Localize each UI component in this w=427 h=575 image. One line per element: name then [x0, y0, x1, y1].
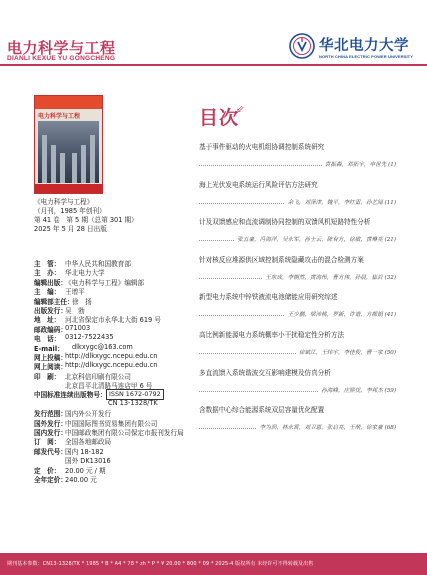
info-key: 邮发代号：: [34, 447, 67, 456]
info-value: 中国国际图书贸易集团有限公司: [65, 419, 158, 428]
info-value: 《电力科学与工程》编辑部: [65, 278, 145, 287]
article-authors: 张五豪，冯海洋，吴永军，孙士云，陈有方，徐敏，黄琳亮 (21): [234, 235, 396, 243]
article-title[interactable]: 新型电力系统中锌铁液流电池储能应用研究综述: [199, 293, 338, 302]
info-value[interactable]: dlkxygc@163.com: [72, 342, 133, 351]
meta-frequency: （月刊，1985 年创刊）: [34, 207, 106, 215]
university-name: 华北电力大学: [319, 37, 409, 54]
info-value: 全国各地邮政局: [65, 438, 112, 447]
info-key: 出版发行：: [34, 306, 67, 315]
info-key: 国外发行：: [34, 419, 67, 428]
info-value: 北京科信印刷有限公司: [65, 372, 131, 381]
article-authors: 李为润，林永霄，刘卫恩，张启亮，王萌，徐家豪 (68): [257, 423, 396, 431]
university-english-name: NORTH CHINA ELECTRIC POWER UNIVERSITY: [319, 54, 413, 59]
info-key: 发行范围：: [34, 410, 67, 419]
meta-date: 2025 年 5 月 28 日出版: [34, 225, 107, 233]
article-authors: 袁振森，邓拓宇，申世先 (1): [322, 160, 396, 168]
info-key: 主 管：: [34, 260, 61, 268]
cover-photo: [38, 121, 99, 183]
info-value: 徐 扬: [72, 297, 92, 306]
info-key: 主 办：: [34, 269, 61, 278]
article-authors: 孙海峰，庄熙忧，李邦杰 (59): [318, 386, 396, 394]
info-value: CN 13-1328/TK: [108, 398, 158, 407]
page-footer: [0, 553, 427, 575]
header-divider: [0, 64, 427, 66]
issue-meta: [34, 198, 138, 234]
info-value: 071003: [65, 323, 91, 332]
info-key: 编辑部主任：: [34, 297, 74, 306]
info-key: 地 址：: [34, 316, 61, 325]
cover-footer-band: [35, 184, 102, 193]
info-key: 主 编：: [34, 288, 61, 297]
article-authors: 余飞，刘泽津，魏平，李红雷，孙艺闻 (11): [285, 198, 396, 206]
info-key: 网上阅读：: [34, 363, 67, 372]
article-authors: 王少鹏，梁沛桃，罗新，许谐，方都娟 (41): [285, 310, 396, 318]
cover-title: 电力科学与工程: [38, 113, 81, 120]
info-value: 北京昌平北清路马连店甲 6 号: [65, 382, 153, 391]
info-key: 订 阅：: [34, 438, 61, 447]
article-title[interactable]: 含数据中心综合能源系统双层容量优化配置: [199, 406, 325, 415]
journal-pinyin: DIANLI KEXUE YU GONGCHENG: [7, 55, 116, 62]
info-value: 国外 DK13016: [65, 457, 111, 466]
info-value[interactable]: http://dlkxygc.ncepu.edu.cn: [65, 361, 158, 370]
page-header: [0, 0, 427, 73]
info-value: 240.00 元: [65, 475, 97, 484]
info-key: 中国标准连续出版物号：: [34, 391, 107, 400]
article-title[interactable]: 海上光伏发电系统运行风险评估方法研究: [199, 180, 318, 189]
toc-heading: 目次: [199, 107, 240, 129]
info-value: 吴 勃: [65, 306, 85, 315]
article-title[interactable]: 基于事件驱动的火电机组协调控制系统研究: [199, 143, 325, 151]
meta-volume: 第 41 卷 第 5 期（总第 301 期）: [34, 216, 138, 224]
info-key: 国内发行：: [34, 429, 67, 438]
info-value: ISSN 1672-0792: [106, 389, 164, 400]
meta-journal: 《电力科学与工程》: [34, 198, 94, 206]
article-title[interactable]: 多直流馈入系统谐波交互影响建模及仿真分析: [199, 368, 331, 377]
info-value: 国内外公开发行: [65, 410, 112, 419]
university-logo-icon: [289, 33, 315, 59]
info-value: 王增平: [65, 288, 85, 297]
article-title[interactable]: 高比例新能源电力系统概率小干扰稳定性分析方法: [199, 331, 345, 339]
info-value: 河北省保定市永华北大街 619 号: [65, 316, 161, 325]
cover-banner: [35, 96, 102, 109]
journal-title: 电力科学与工程: [7, 39, 116, 57]
footer-text: 期刊基本参数：CN13-1328/TK * 1985 * B * A4 * 78 * zh * P * ¥ 20.00 * 800 * 09 * 2025-4 版权所有 未经许可不得转载及出售: [7, 561, 314, 567]
info-value: 中国邮政集团有限公司保定市报刊发行局: [65, 429, 184, 438]
info-key: 网上投稿：: [34, 353, 67, 362]
info-value[interactable]: http://dlkxygc.ncepu.edu.cn: [65, 351, 158, 360]
info-value: 中华人民共和国教育部: [65, 260, 131, 268]
article-authors: 王东成，李朝然，黄海彤，曹方伟，孙晨，崔岩 (32): [262, 273, 396, 281]
info-key: 电 话：: [34, 335, 61, 344]
article-authors: 徐斌江，王炜宇，李佳俊，曹一家 (50): [296, 348, 396, 356]
journal-cover-image: [34, 95, 103, 194]
article-title[interactable]: 针对核反应堆源供区域控制系统隐藏攻击的混合检测方案: [199, 255, 364, 264]
arrow-icon: ⇙: [236, 104, 245, 115]
info-key: 编辑出版：: [34, 278, 67, 287]
info-key: 邮政编码：: [34, 325, 67, 334]
info-value: 0312-7522435: [65, 333, 114, 342]
info-value: 华北电力大学: [65, 269, 105, 278]
info-key: 定 价：: [34, 466, 61, 475]
info-value: 国内 18-182: [65, 447, 104, 456]
info-key: 全年定价：: [34, 475, 67, 484]
info-key: E-mail：: [34, 344, 64, 353]
info-key: 印 刷：: [34, 372, 61, 381]
info-value: 20.00 元 / 期: [65, 466, 106, 475]
article-title[interactable]: 计及双馈感应和直流调制协同控制的双馈风机短路特性分析: [199, 218, 371, 227]
